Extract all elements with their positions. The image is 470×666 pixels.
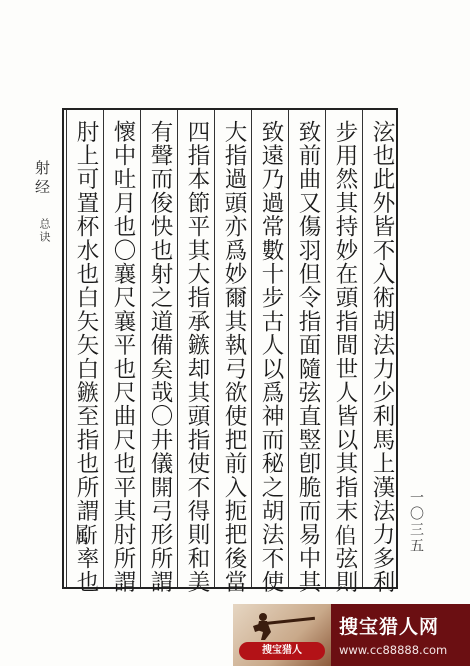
text-column <box>103 110 141 594</box>
text-frame <box>62 108 398 594</box>
text-column <box>325 110 363 594</box>
watermark-logo <box>233 604 331 666</box>
running-subhead: 总诀 <box>38 218 51 244</box>
column-text: 肘上可置杯水也白矢矢白鏃至指也所謂𣃁率也 <box>73 120 99 594</box>
column-text: 泫也此外皆不入術胡法力少利馬上漢法力多利 <box>369 120 395 594</box>
watermark-banner <box>233 604 470 666</box>
column-text: 懷中吐月也〇襄尺襄平也尺曲尺也平其肘所謂 <box>110 120 136 594</box>
column-text: 有聲而俊快也射之道備矣哉〇井儀開弓形所謂 <box>147 120 173 594</box>
text-column <box>251 110 289 594</box>
hunter-icon <box>245 610 323 642</box>
column-text: 四指本節平其大指承鏃却其頭指使不得則和美 <box>184 120 210 594</box>
text-column <box>140 110 178 594</box>
watermark-title: 搜宝猎人网 <box>339 616 440 638</box>
watermark-logo-text: 搜宝猎人 <box>239 642 325 660</box>
text-column <box>66 110 104 594</box>
text-column <box>177 110 215 594</box>
text-column <box>214 110 252 594</box>
text-column <box>362 110 400 594</box>
column-text: 致前曲又傷羽但令指面隨弦直竪卽脆而易中其 <box>295 120 321 594</box>
page-number: 一〇三五 <box>408 490 424 554</box>
text-column <box>288 110 326 594</box>
column-text: 步用然其持妙在頭指間世人皆以其指末𠈆弦則 <box>332 120 358 594</box>
column-text: 大指過頭亦爲妙爾其執弓欲使把前入扼把後當 <box>221 120 247 594</box>
running-head: 射经 <box>33 160 51 198</box>
column-text: 致遠乃過常數十步古人以爲神而秘之胡法不使 <box>258 120 284 594</box>
watermark-url: www.cc88888.com <box>339 643 448 657</box>
